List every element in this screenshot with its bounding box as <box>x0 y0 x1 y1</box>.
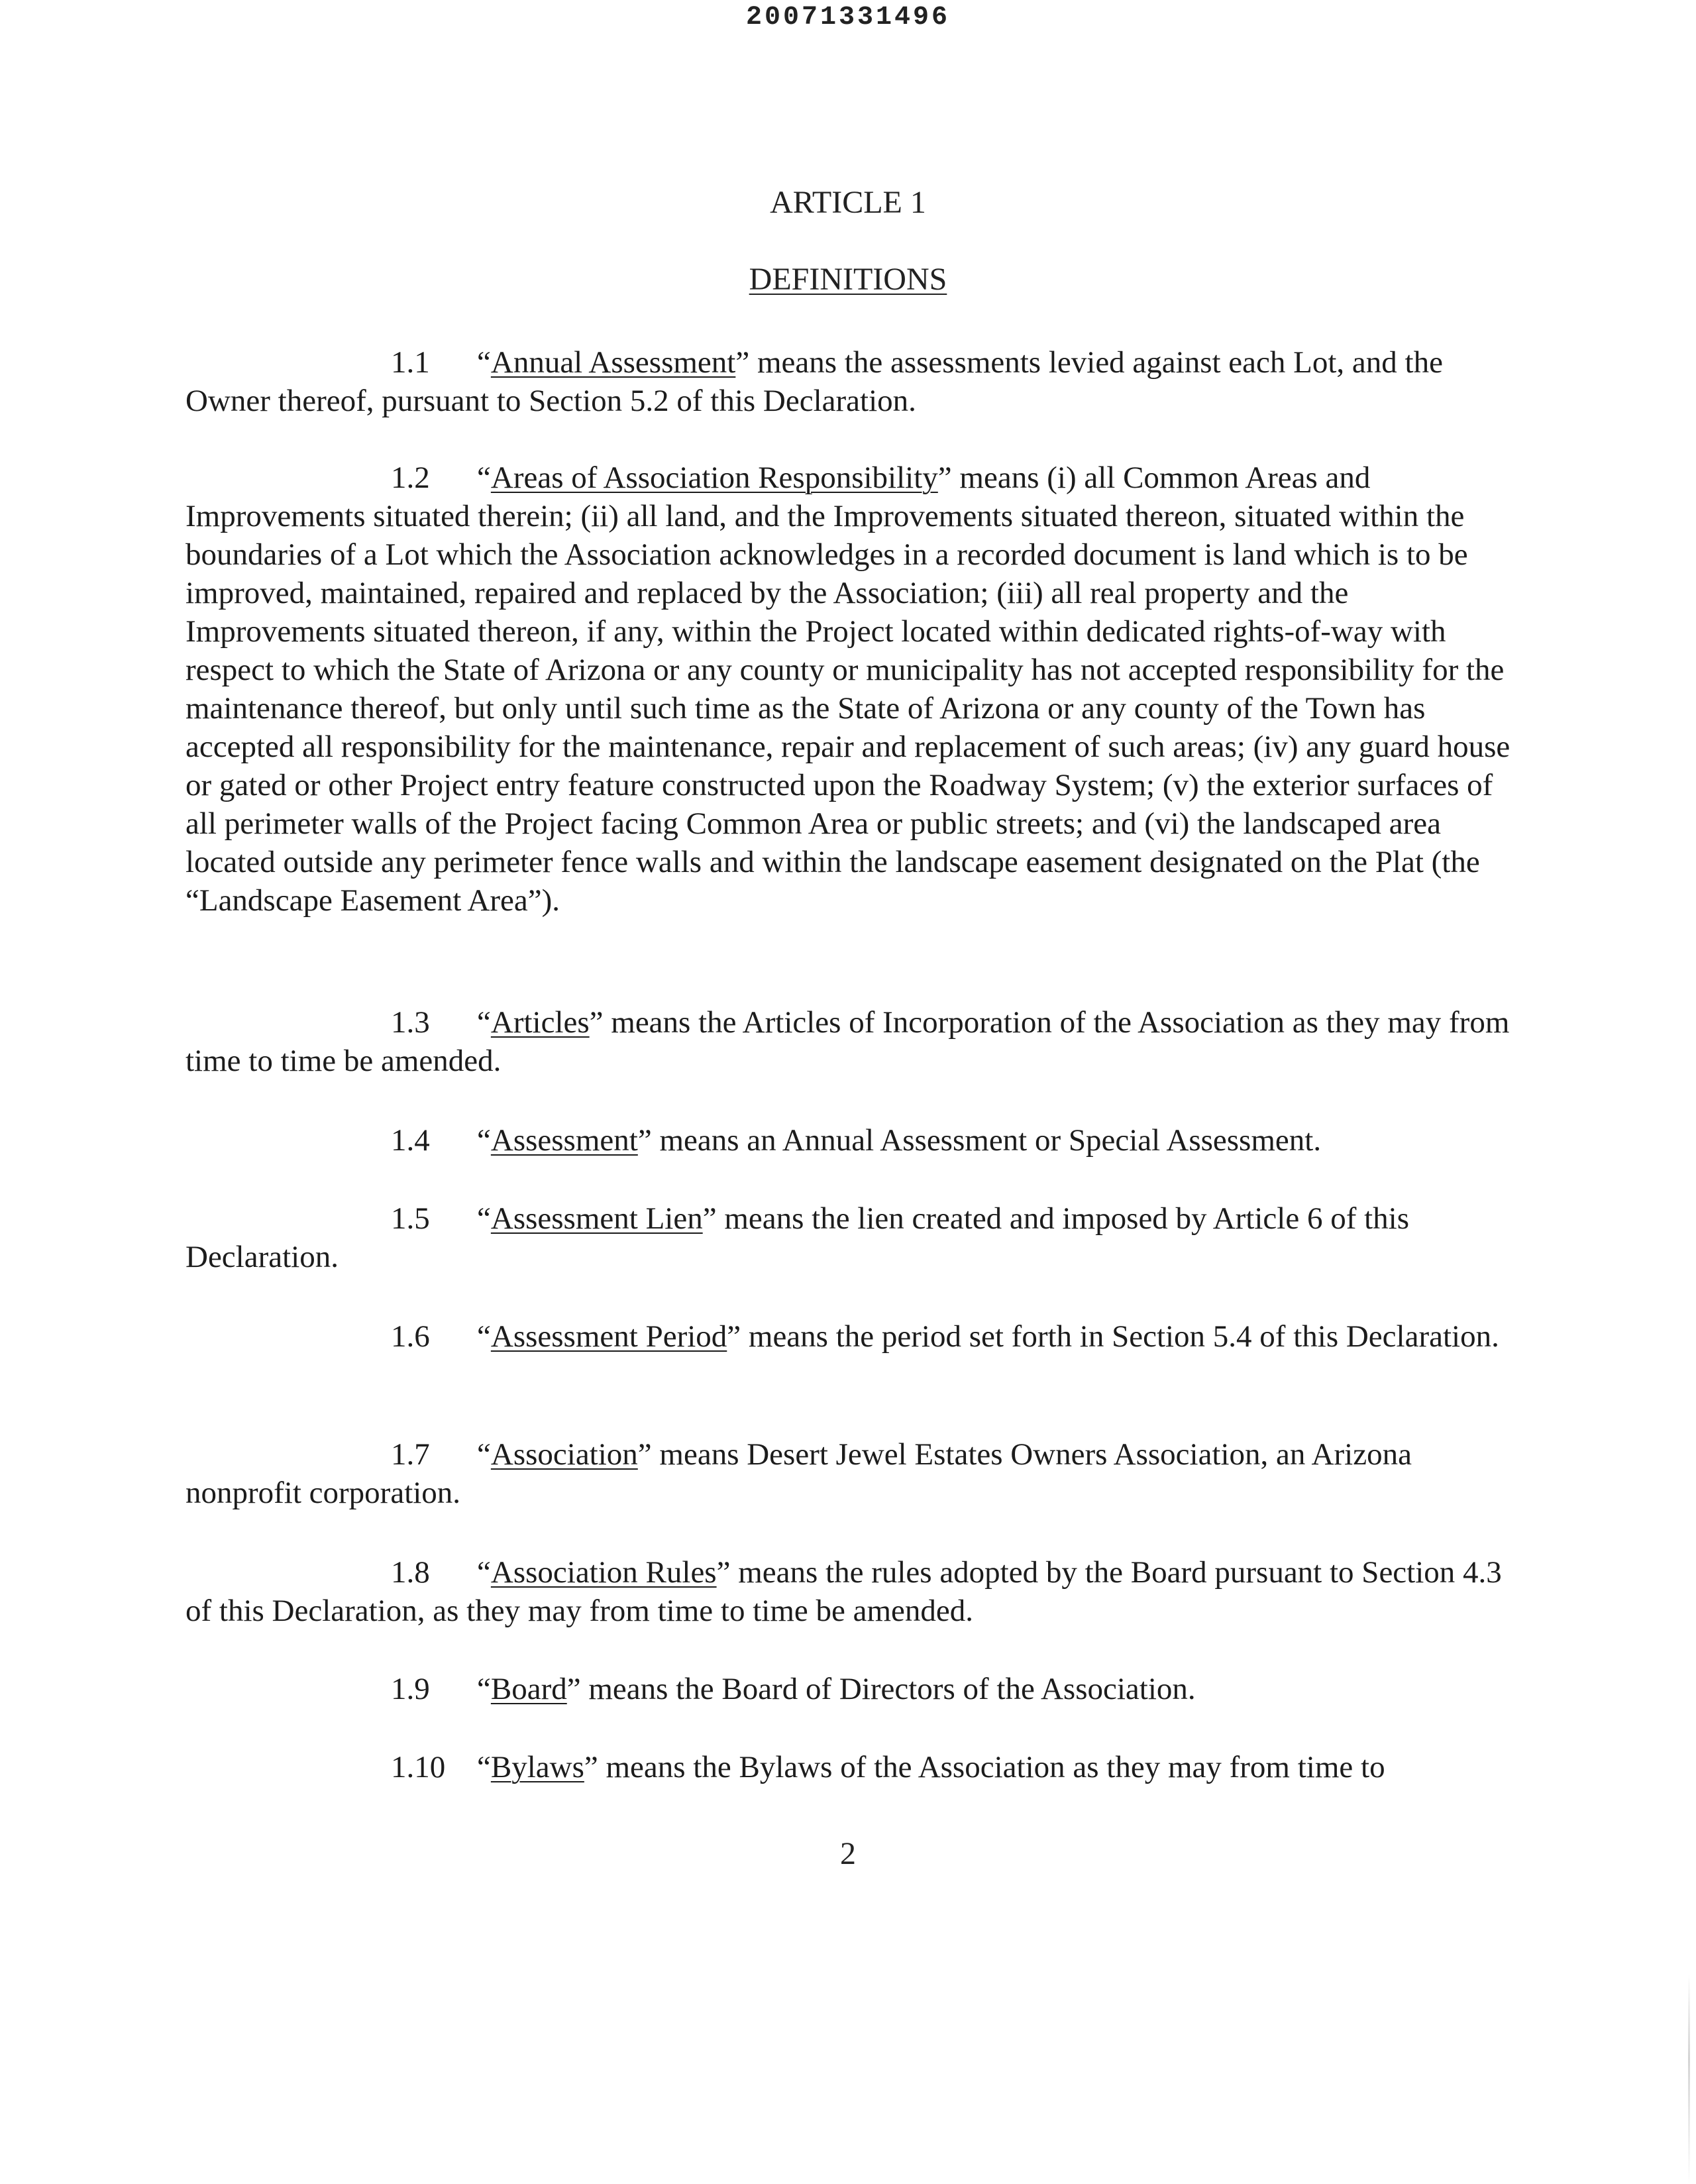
section-number: 1.7 <box>391 1437 430 1472</box>
definition-section <box>186 1435 1510 1512</box>
definition-text: ” means the Bylaws of the Association as they may from time to <box>584 1750 1385 1784</box>
article-heading: ARTICLE 1 <box>770 185 926 220</box>
defined-term: Assessment <box>490 1123 638 1158</box>
defined-term: Board <box>490 1672 567 1706</box>
defined-term: Association <box>490 1437 638 1472</box>
definition-text: ” means Desert Jewel Estates Owners Association, an Arizona nonprofit corporation. <box>186 1437 1412 1510</box>
open-quote: “ <box>477 1555 491 1590</box>
defined-term: Bylaws <box>490 1750 584 1784</box>
definition-section <box>186 343 1510 420</box>
open-quote: “ <box>477 1672 491 1706</box>
defined-term: Areas of Association Responsibility <box>490 461 938 495</box>
page-number: 2 <box>840 1836 856 1871</box>
scan-edge-artifact <box>1688 1975 1690 2184</box>
open-quote: “ <box>477 1750 491 1784</box>
definition-text: ” means the Board of Directors of the Association. <box>566 1672 1196 1706</box>
definition-text: ” means the rules adopted by the Board pursuant to Section 4.3 of this Declaration, as they may from time to time be amended. <box>186 1555 1502 1628</box>
open-quote: “ <box>477 1319 491 1354</box>
open-quote: “ <box>477 1005 491 1040</box>
definition-section <box>186 1003 1510 1080</box>
section-number: 1.3 <box>391 1005 430 1040</box>
defined-term: Association Rules <box>490 1555 717 1590</box>
definition-text: ” means the Articles of Incorporation of the Association as they may from time to time be amended. <box>186 1005 1510 1078</box>
definition-section <box>186 1317 1510 1356</box>
section-number: 1.9 <box>391 1672 430 1706</box>
section-number: 1.4 <box>391 1123 430 1158</box>
definition-text: ” means the assessments levied against each Lot, and the Owner thereof, pursuant to Section 5.2 of this Declaration. <box>186 345 1443 418</box>
definition-section <box>186 1670 1510 1708</box>
definition-section <box>186 1553 1510 1630</box>
open-quote: “ <box>477 461 491 495</box>
section-number: 1.5 <box>391 1201 430 1236</box>
section-number: 1.1 <box>391 345 430 380</box>
defined-term: Assessment Lien <box>490 1201 703 1236</box>
definition-section <box>186 1199 1510 1276</box>
defined-term: Articles <box>490 1005 590 1040</box>
definition-section <box>186 1121 1510 1160</box>
definition-text: ” means the period set forth in Section 5.4 of this Declaration. <box>727 1319 1499 1354</box>
definition-text: ” means an Annual Assessment or Special Assessment. <box>637 1123 1322 1158</box>
article-subheading: DEFINITIONS <box>749 262 947 297</box>
open-quote: “ <box>477 1437 491 1472</box>
section-number: 1.6 <box>391 1319 430 1354</box>
definition-text: ” means the lien created and imposed by Article 6 of this Declaration. <box>186 1201 1410 1274</box>
definition-section <box>186 1748 1510 1786</box>
open-quote: “ <box>477 345 491 380</box>
open-quote: “ <box>477 1123 491 1158</box>
definition-section <box>186 459 1510 920</box>
definition-text: ” means (i) all Common Areas and Improvements situated therein; (ii) all land, and the Improvements situated thereon, situated within the boundaries of a Lot which the Association acknowledges in a recorded document is land which is to be improved, maintained, repaired and replaced by the Association; (iii) all real property and the Improvements situated thereon, if any, within the Project located within dedicated rights-of-way with respect to which the State of Arizona or any county or municipality has not accepted responsibility for the maintenance thereof, but only until such time as the State of Arizona or any county of the Town has accepted all responsibility for the maintenance, repair and replacement of such areas; (iv) any guard house or gated or other Project entry feature constructed upon the Roadway System; (v) the exterior surfaces of all perimeter walls of the Project facing Common Area or public streets; and (vi) the landscaped area located outside any perimeter fence walls and within the landscape easement designated on the Plat (the “Landscape Easement Area”). <box>186 461 1510 918</box>
section-number: 1.2 <box>391 461 430 495</box>
section-number: 1.10 <box>391 1750 446 1784</box>
section-number: 1.8 <box>391 1555 430 1590</box>
document-number: 20071331496 <box>745 3 951 32</box>
defined-term: Annual Assessment <box>490 345 736 380</box>
defined-term: Assessment Period <box>490 1319 727 1354</box>
open-quote: “ <box>477 1201 491 1236</box>
